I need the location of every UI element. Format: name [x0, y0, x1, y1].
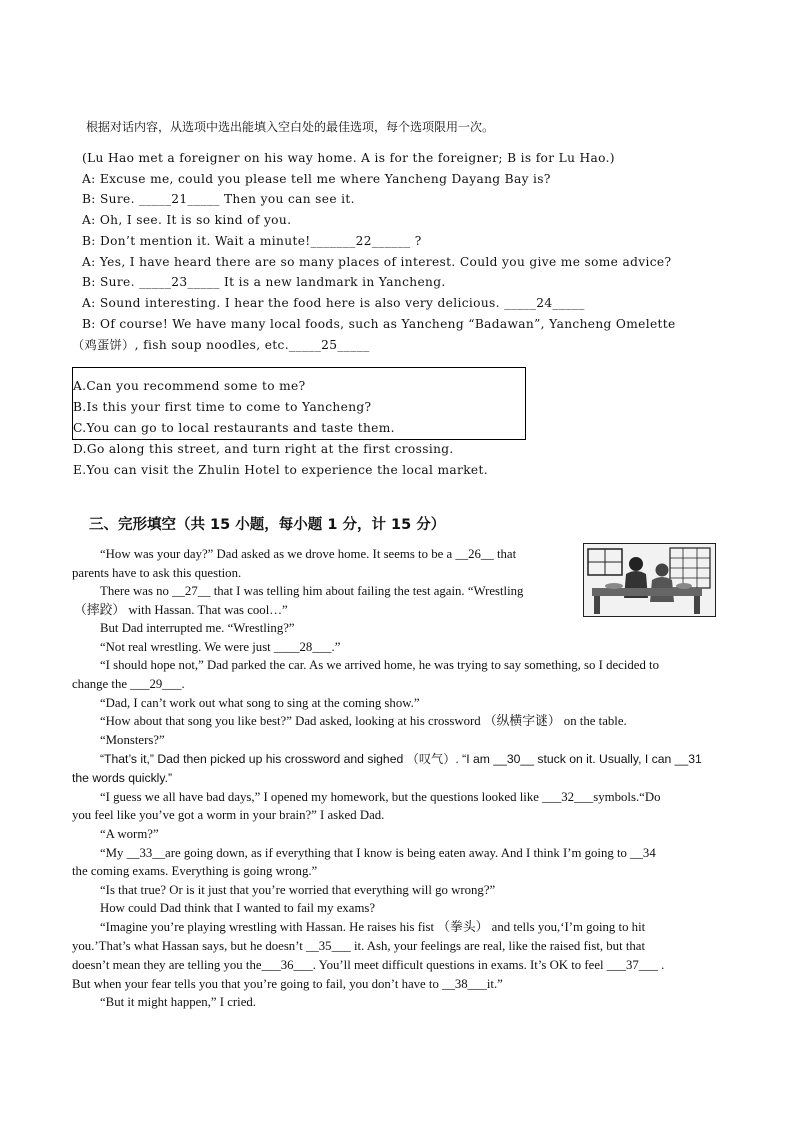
option-e: E.You can visit the Zhulin Hotel to experience the local market. [73, 463, 488, 477]
passage-line: “How about that song you like best?” Dad asked, looking at his crossword （纵横字谜） on the table. [100, 714, 627, 728]
dialogue-line: B: Don’t mention it. Wait a minute!_______22______ ? [82, 234, 422, 248]
passage-line: （摔跤） with Hassan. That was cool…” [74, 603, 288, 617]
passage-line: “Monsters?” [100, 733, 165, 747]
passage-line: “That’s it,” Dad then picked up his crossword and sighed （叹气）. “I am __30__ stuck on it. Usually, I can __31 [100, 752, 702, 766]
dialogue-line: （鸡蛋饼）, fish soup noodles, etc._____25_____ [72, 338, 370, 352]
passage-line: doesn’t mean they are telling you the___36___. You’ll meet difficult questions in exams. It’s OK to feel ___37___ . [72, 958, 665, 972]
dialogue-line: (Lu Hao met a foreigner on his way home. A is for the foreigner; B is for Lu Hao.) [82, 151, 615, 165]
passage-line: “My __33__are going down, as if everything that I know is being eaten away. And I think I’m going to __34 [100, 846, 656, 860]
passage-line: “Dad, I can’t work out what song to sing at the coming show.” [100, 696, 420, 710]
passage-line: the words quickly.” [72, 771, 173, 785]
passage-line: you feel like you’ve got a worm in your brain?” I asked Dad. [72, 808, 385, 822]
passage-line: There was no __27__ that I was telling him about failing the test again. “Wrestling [100, 584, 524, 598]
option-b: B.Is this your first time to come to Yancheng? [73, 400, 372, 414]
passage-line: change the ___29___. [72, 677, 185, 691]
passage-line: “But it might happen,” I cried. [100, 995, 257, 1009]
passage-line: But Dad interrupted me. “Wrestling?” [100, 621, 295, 635]
passage-line: you.’That’s what Hassan says, but he doesn’t __35___ it. Ash, your feelings are real, like the raised fist, but that [72, 939, 646, 953]
section-heading: 三、完形填空（共 15 小题，每小题 1 分，计 15 分） [89, 517, 446, 533]
passage-line: “Imagine you’re playing wrestling with Hassan. He raises his fist （拳头） and tells you,‘I’m going to hit [100, 920, 646, 934]
dialogue-line: A: Oh, I see. It is so kind of you. [82, 213, 292, 227]
option-a: A.Can you recommend some to me? [73, 379, 306, 393]
passage-line: “Is that true? Or is it just that you’re worried that everything will go wrong?” [100, 883, 496, 897]
dialogue-instruction: 根据对话内容，从选项中选出能填入空白处的最佳选项，每个选项限用一次。 [86, 120, 495, 134]
passage-line: “I guess we all have bad days,” I opened my homework, but the questions looked like ___32___symbols.“Do [100, 790, 661, 804]
passage-line: “How was your day?” Dad asked as we drove home. It seems to be a __26__ that [100, 547, 517, 561]
dialogue-line: A: Sound interesting. I hear the food here is also very delicious. _____24_____ [82, 296, 585, 310]
passage-line: But when your fear tells you that you’re going to fail, you don’t have to __38___it.” [72, 977, 503, 991]
dialogue-line: A: Yes, I have heard there are so many places of interest. Could you give me some advice? [82, 255, 672, 269]
option-c: C.You can go to local restaurants and taste them. [73, 421, 395, 435]
dialogue-line: B: Sure. _____23_____ It is a new landmark in Yancheng. [82, 275, 446, 289]
passage-line: the coming exams. Everything is going wrong.” [72, 864, 318, 878]
passage-line: How could Dad think that I wanted to fail my exams? [100, 901, 376, 915]
passage-line: “Not real wrestling. We were just ____28___.” [100, 640, 341, 654]
cooking-illustration-icon [583, 543, 716, 617]
dialogue-line: B: Of course! We have many local foods, such as Yancheng “Badawan”, Yancheng Omelette [82, 317, 676, 331]
passage-line: “A worm?” [100, 827, 159, 841]
passage-line: “I should hope not,” Dad parked the car. As we arrived home, he was trying to say something, so I decided to [100, 658, 660, 672]
option-d: D.Go along this street, and turn right at the first crossing. [73, 442, 454, 456]
passage-line: parents have to ask this question. [72, 566, 242, 580]
dialogue-line: A: Excuse me, could you please tell me where Yancheng Dayang Bay is? [82, 172, 551, 186]
dialogue-line: B: Sure. _____21_____ Then you can see it. [82, 192, 355, 206]
